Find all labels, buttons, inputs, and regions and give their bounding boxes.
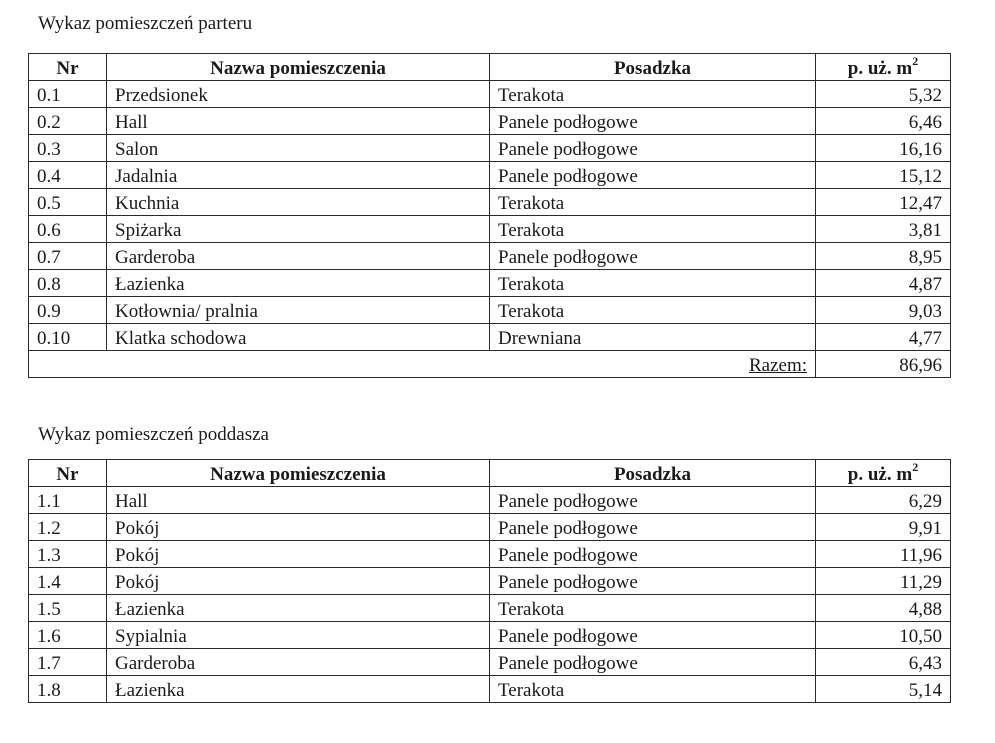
room-number: 0.9 [29, 297, 107, 324]
table-row [29, 216, 951, 243]
room-name: Łazienka [107, 595, 490, 622]
room-name: Hall [107, 108, 490, 135]
room-number: 0.10 [29, 324, 107, 351]
table-row [29, 487, 951, 514]
room-area: 4,87 [816, 270, 951, 297]
area-header-superscript: 2 [912, 460, 919, 474]
room-flooring: Panele podłogowe [490, 135, 816, 162]
column-header-nr: Nr [29, 460, 107, 487]
room-area: 10,50 [816, 622, 951, 649]
table-row [29, 595, 951, 622]
room-number: 1.1 [29, 487, 107, 514]
room-area: 11,29 [816, 568, 951, 595]
table-row [29, 676, 951, 703]
table-header-row [29, 54, 951, 81]
room-name: Salon [107, 135, 490, 162]
room-flooring: Panele podłogowe [490, 622, 816, 649]
table-row [29, 649, 951, 676]
room-number: 0.4 [29, 162, 107, 189]
table-row [29, 297, 951, 324]
room-name: Pokój [107, 568, 490, 595]
column-header-floor: Posadzka [490, 460, 816, 487]
room-area: 6,43 [816, 649, 951, 676]
table-row [29, 568, 951, 595]
room-name: Kuchnia [107, 189, 490, 216]
room-flooring: Terakota [490, 81, 816, 108]
room-flooring: Terakota [490, 189, 816, 216]
room-flooring: Panele podłogowe [490, 487, 816, 514]
room-name: Jadalnia [107, 162, 490, 189]
room-name: Pokój [107, 514, 490, 541]
room-area: 16,16 [816, 135, 951, 162]
room-number: 1.3 [29, 541, 107, 568]
room-area: 9,03 [816, 297, 951, 324]
room-area: 3,81 [816, 216, 951, 243]
total-label-cell [29, 351, 816, 378]
room-area: 11,96 [816, 541, 951, 568]
room-name: Łazienka [107, 676, 490, 703]
table-row [29, 81, 951, 108]
room-flooring: Panele podłogowe [490, 514, 816, 541]
room-name: Sypialnia [107, 622, 490, 649]
table-header-row [29, 460, 951, 487]
room-area: 15,12 [816, 162, 951, 189]
room-name: Pokój [107, 541, 490, 568]
room-flooring: Drewniana [490, 324, 816, 351]
room-name: Klatka schodowa [107, 324, 490, 351]
area-header-label: p. uż. m [847, 58, 913, 79]
table-row [29, 541, 951, 568]
room-name: Garderoba [107, 243, 490, 270]
total-row [29, 351, 951, 378]
column-header-area [816, 54, 951, 81]
room-number: 0.3 [29, 135, 107, 162]
column-header-nr: Nr [29, 54, 107, 81]
room-flooring: Panele podłogowe [490, 649, 816, 676]
room-name: Łazienka [107, 270, 490, 297]
room-number: 1.7 [29, 649, 107, 676]
attic-rows [29, 487, 951, 703]
room-area: 5,32 [816, 81, 951, 108]
room-area: 9,91 [816, 514, 951, 541]
room-area: 4,77 [816, 324, 951, 351]
room-number: 1.5 [29, 595, 107, 622]
room-flooring: Panele podłogowe [490, 568, 816, 595]
room-flooring: Terakota [490, 676, 816, 703]
room-flooring: Panele podłogowe [490, 162, 816, 189]
attic-table [28, 459, 951, 703]
room-flooring: Terakota [490, 595, 816, 622]
room-area: 6,46 [816, 108, 951, 135]
room-flooring: Panele podłogowe [490, 541, 816, 568]
room-area: 5,14 [816, 676, 951, 703]
room-number: 1.8 [29, 676, 107, 703]
room-number: 0.1 [29, 81, 107, 108]
ground-floor-title: Wykaz pomieszczeń parteru [38, 13, 253, 34]
total-label: Razem: [748, 355, 807, 376]
room-flooring: Terakota [490, 216, 816, 243]
room-name: Hall [107, 487, 490, 514]
room-number: 0.2 [29, 108, 107, 135]
room-number: 1.6 [29, 622, 107, 649]
table-row [29, 514, 951, 541]
room-area: 8,95 [816, 243, 951, 270]
area-header-label: p. uż. m [847, 464, 913, 485]
table-row [29, 162, 951, 189]
column-header-floor: Posadzka [490, 54, 816, 81]
area-header-superscript: 2 [912, 54, 919, 68]
room-number: 0.8 [29, 270, 107, 297]
room-number: 0.6 [29, 216, 107, 243]
table-row [29, 622, 951, 649]
column-header-name: Nazwa pomieszczenia [107, 54, 490, 81]
table-row [29, 135, 951, 162]
room-name: Kotłownia/ pralnia [107, 297, 490, 324]
room-number: 1.4 [29, 568, 107, 595]
room-flooring: Terakota [490, 270, 816, 297]
room-flooring: Panele podłogowe [490, 243, 816, 270]
room-flooring: Terakota [490, 297, 816, 324]
room-area: 12,47 [816, 189, 951, 216]
room-area: 4,88 [816, 595, 951, 622]
room-area: 6,29 [816, 487, 951, 514]
room-number: 0.5 [29, 189, 107, 216]
room-flooring: Panele podłogowe [490, 108, 816, 135]
column-header-area [816, 460, 951, 487]
table-row [29, 189, 951, 216]
table-row [29, 270, 951, 297]
room-name: Garderoba [107, 649, 490, 676]
column-header-name: Nazwa pomieszczenia [107, 460, 490, 487]
room-number: 1.2 [29, 514, 107, 541]
table-row [29, 243, 951, 270]
table-row [29, 108, 951, 135]
room-name: Spiżarka [107, 216, 490, 243]
total-value: 86,96 [816, 351, 951, 378]
ground-floor-table [28, 53, 951, 378]
room-name: Przedsionek [107, 81, 490, 108]
table-row [29, 324, 951, 351]
room-number: 0.7 [29, 243, 107, 270]
ground-floor-rows [29, 81, 951, 351]
attic-title: Wykaz pomieszczeń poddasza [38, 424, 269, 445]
